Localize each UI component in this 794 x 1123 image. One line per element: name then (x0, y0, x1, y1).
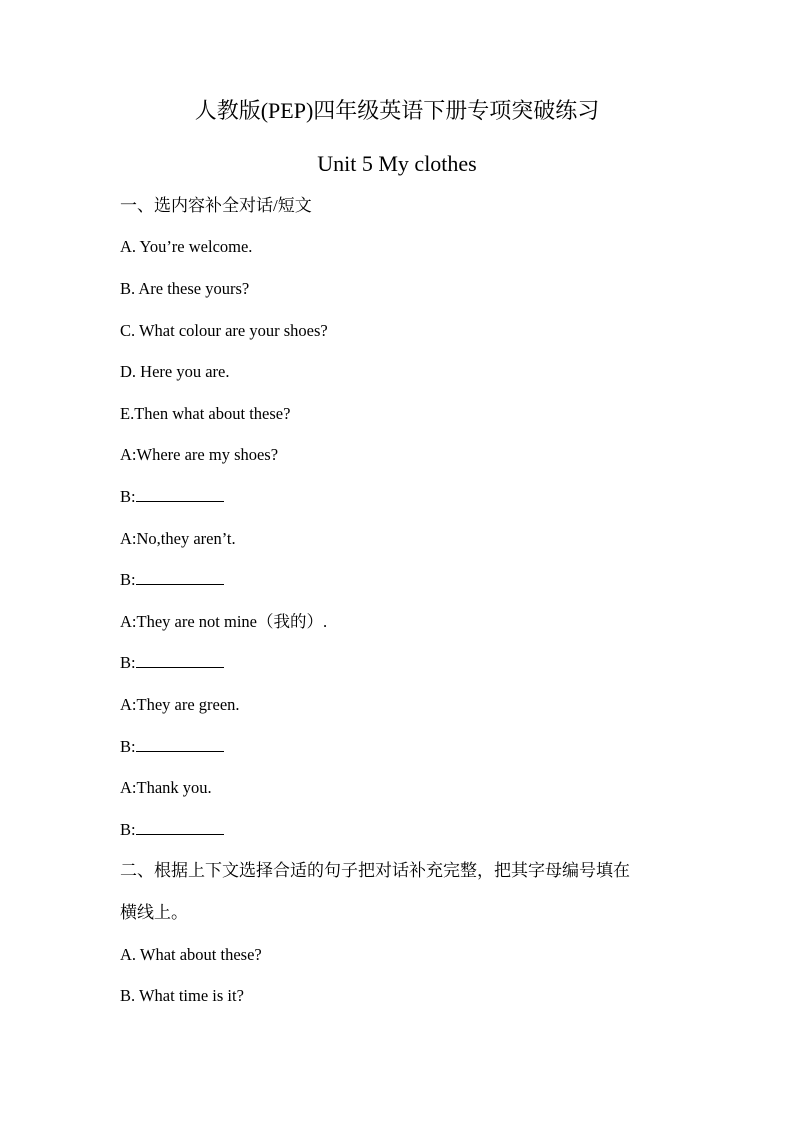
document-title: 人教版(PEP)四年级英语下册专项突破练习 (194, 98, 600, 123)
dialogue-line (120, 736, 224, 758)
section-2-heading-cont: 横线上。 (120, 903, 188, 922)
dialogue-text: Where are my shoes? (136, 445, 279, 464)
speaker-label: B: (120, 487, 136, 506)
section-1-heading: 一、选内容补全对话/短文 (120, 196, 312, 215)
dialogue-line (120, 569, 224, 591)
answer-blank[interactable] (136, 653, 224, 668)
option-a: A. You’re welcome. (120, 237, 253, 256)
speaker-label: A: (120, 529, 137, 548)
dialogue-text: They are not mine（我的）. (136, 612, 328, 631)
option-c: C. What colour are your shoes? (120, 321, 328, 340)
dialogue-line (120, 444, 278, 466)
speaker-label: B: (120, 820, 136, 839)
answer-blank[interactable] (136, 570, 224, 585)
option-e: E.Then what about these? (120, 404, 291, 423)
dialogue-line (120, 486, 224, 508)
section-2-heading: 二、根据上下文选择合适的句子把对话补充完整，把其字母编号填在 (120, 861, 630, 880)
answer-blank[interactable] (136, 737, 224, 752)
dialogue-line (120, 611, 327, 633)
speaker-label: A: (120, 695, 137, 714)
option-b: B. What time is it? (120, 986, 244, 1005)
dialogue-text: No,they aren’t. (136, 529, 236, 548)
speaker-label: B: (120, 570, 136, 589)
dialogue-line (120, 652, 224, 674)
speaker-label: B: (120, 653, 136, 672)
dialogue-line (120, 694, 240, 716)
speaker-label: A: (120, 778, 137, 797)
dialogue-line (120, 819, 224, 841)
dialogue-line (120, 528, 236, 550)
speaker-label: A: (120, 445, 137, 464)
option-b: B. Are these yours? (120, 279, 250, 298)
dialogue-line (120, 777, 212, 799)
option-d: D. Here you are. (120, 362, 230, 381)
speaker-label: A: (120, 612, 137, 631)
answer-blank[interactable] (136, 487, 224, 502)
document-subtitle: Unit 5 My clothes (317, 151, 477, 176)
dialogue-text: Thank you. (136, 778, 212, 797)
speaker-label: B: (120, 737, 136, 756)
option-a: A. What about these? (120, 945, 262, 964)
dialogue-text: They are green. (136, 695, 240, 714)
answer-blank[interactable] (136, 820, 224, 835)
